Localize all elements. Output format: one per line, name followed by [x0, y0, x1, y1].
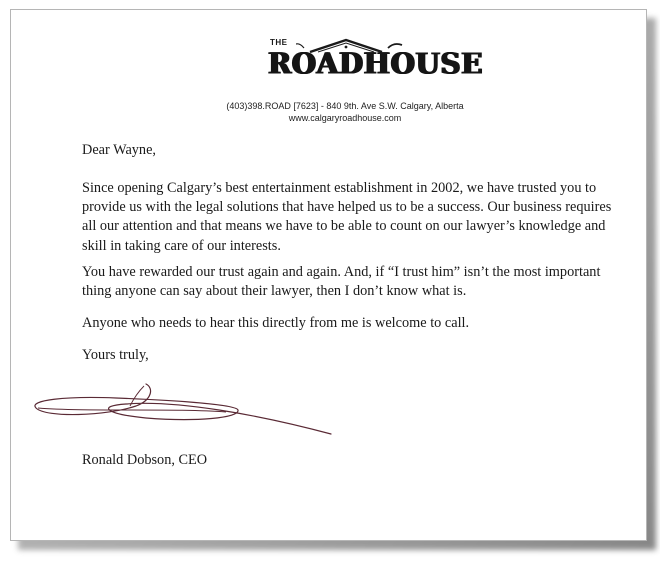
roadhouse-logo [268, 36, 483, 94]
signer-name: Ronald Dobson, CEO [82, 452, 208, 468]
paragraph-2: You have rewarded our trust again and again. And, if “I trust him” isn’t the most important thing anyone can say about their lawyer, then I don’t know what is. [82, 264, 601, 300]
address-line: (403)398.ROAD [7623] - 840 9th. Ave S.W. Calgary, Alberta [226, 101, 464, 111]
website-link[interactable]: www.calgaryroadhouse.com [288, 113, 402, 123]
paragraph-3: Anyone who needs to hear this directly from me is welcome to call. [82, 315, 470, 331]
letterhead-contact [150, 100, 540, 124]
logo-wordmark: ROADHOUSE [268, 46, 483, 81]
closing: Yours truly, [82, 347, 149, 363]
salutation: Dear Wayne, [82, 142, 157, 158]
handwritten-signature [26, 378, 346, 440]
paragraph-1: Since opening Calgary’s best entertainment establishment in 2002, we have trusted you to provide us with the legal solutions that have helped us to be a success. Our business requires all our attention and that means we have to be able to count on our lawyer’s knowledge and skill in taking care of our interests. [82, 180, 612, 254]
logo-the-text: THE [270, 38, 288, 47]
